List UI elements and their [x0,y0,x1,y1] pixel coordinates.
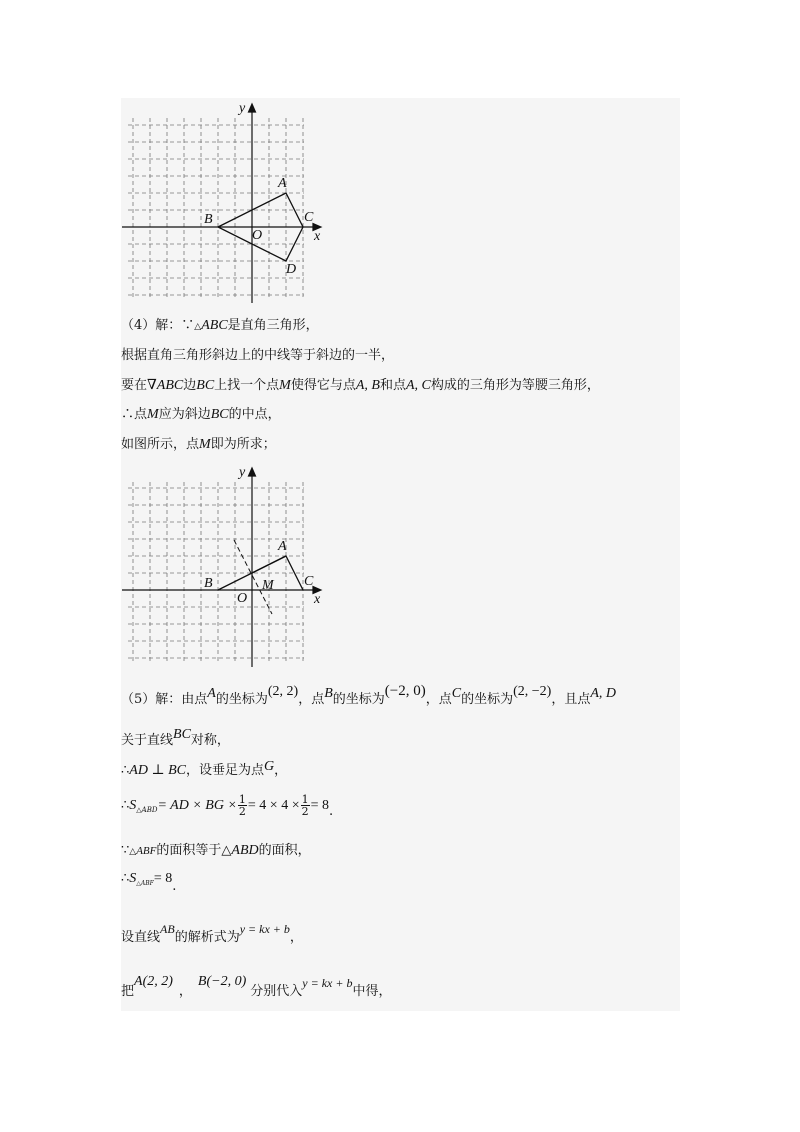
grid-lines [128,118,304,300]
step5-line3: ∴AD ⊥ BC，设垂足为点G， [121,759,288,778]
point-b-label: B [204,212,213,227]
x-axis-label: x [314,592,321,607]
point-c-label: C [304,574,314,589]
step4-line3: 要在∇ABC边BC上找一个点M使得它与点A, B和点A, C构成的三角形为等腰三角形， [121,378,600,393]
fraction-half: $\frac{1}{2}$ [238,793,246,818]
point-d-label: D [286,262,297,277]
step5-line2: 关于直线BC对称， [121,727,230,748]
step5-line5: ∵△ABF的面积等于△ABD的面积， [121,843,311,858]
origin-label: O [237,591,248,606]
figure-1-coordinate-grid [121,98,341,308]
step4-line1: （4）解：∵△ABC是直角三角形， [121,318,319,333]
point-a-label: A [278,176,287,191]
step5-line4-area: $\therefore S_{\triangle ABD}=$ AD × BG × $\frac{1}{2}$ = 4 × 4 × $\frac{1}{2}$ = 8. [121,793,334,819]
x-axis-label: x [314,229,321,244]
median-am [252,556,286,573]
step4-line2: 根据直角三角形斜边上的中线等于斜边的一半， [121,348,395,363]
point-c-label: C [304,210,314,225]
grid-lines [128,482,304,664]
point-m-label: M [262,578,274,593]
y-axis-label: y [239,101,246,116]
point-a-label: A [278,539,287,554]
y-axis-label: y [239,465,246,480]
figure-2-coordinate-grid [121,460,341,672]
fraction-half: $\frac{1}{2}$ [301,793,309,818]
step4-line4: ∴点M应为斜边BC的中点， [121,407,281,422]
step5-line8: 把A(2, 2)，B(−2, 0)分别代入y = kx + b中得， [121,974,392,999]
point-b-label: B [204,576,213,591]
step5-line6: $\therefore S_{\triangle ABF}= 8$. [121,871,177,894]
origin-label: O [252,228,263,243]
step4-line5: 如图所示，点M即为所求； [121,437,276,452]
step5-line1: （5）解：由点A的坐标为(2, 2)，点B的坐标为(−2, 0)，点C的坐标为(2, −2)，且点A, D [121,683,617,707]
step5-line7: 设直线AB的解析式为y = kx + b， [121,922,303,945]
